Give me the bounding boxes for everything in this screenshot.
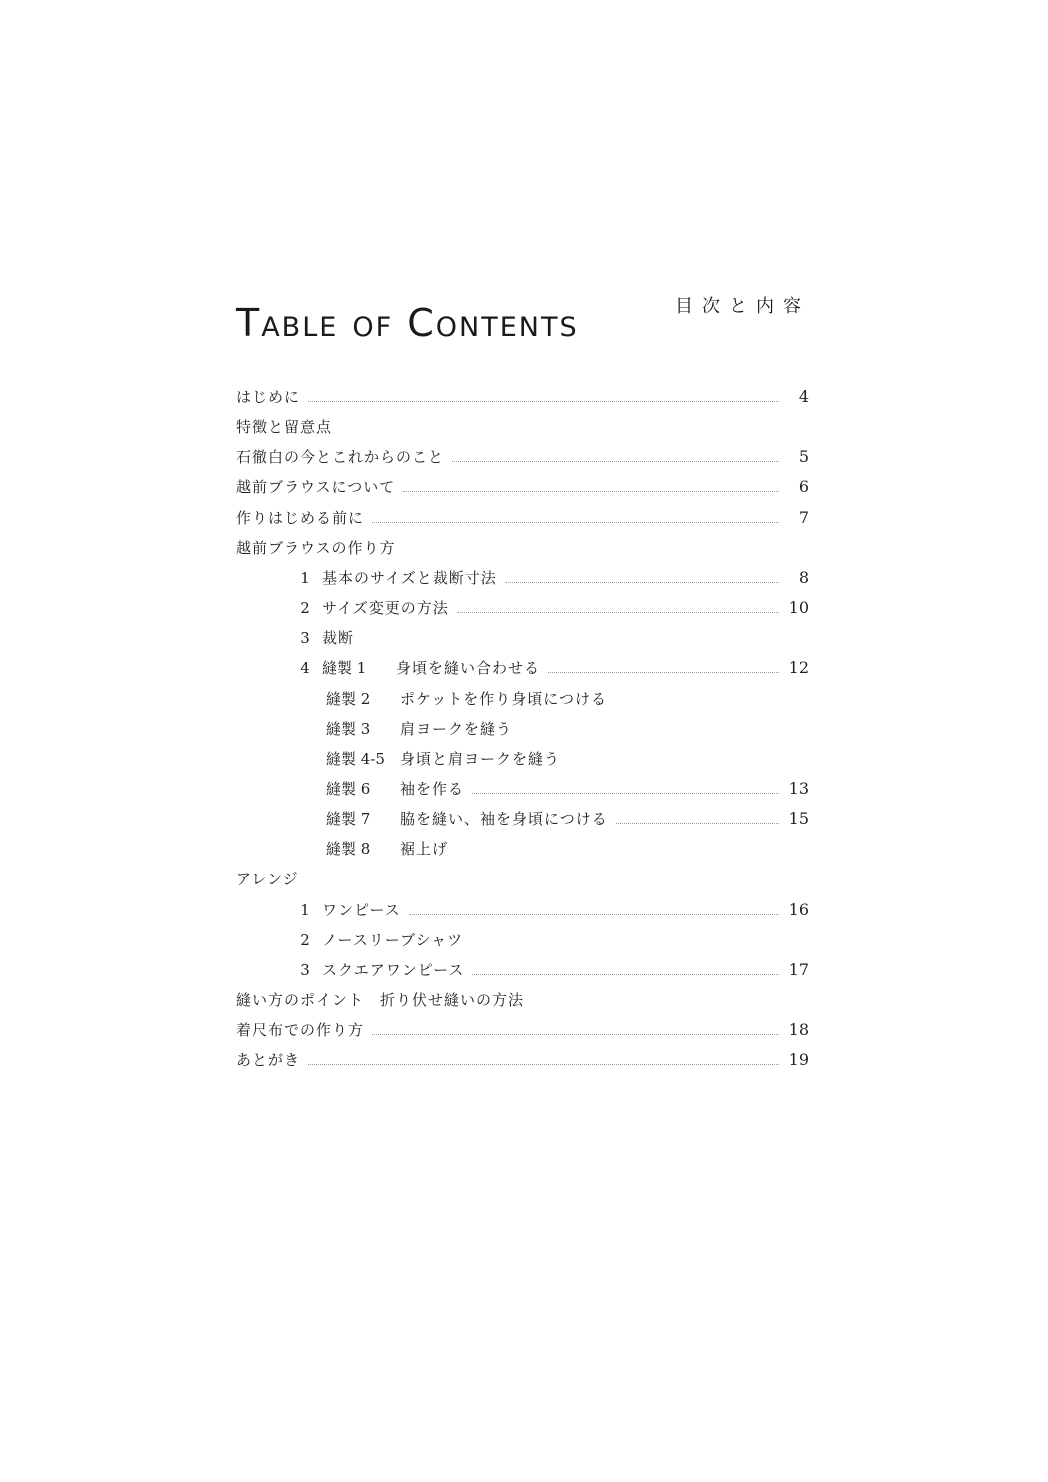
toc-entry-page-number: 6	[798, 477, 809, 496]
toc-entry[interactable]	[296, 656, 809, 680]
toc-entry-label: スクエアワンピース	[322, 961, 465, 979]
toc-entry-label: サイズ変更の方法	[322, 599, 449, 617]
toc-entry[interactable]	[236, 536, 809, 560]
toc-entry-label: 身頃を縫い合わせる	[396, 659, 541, 677]
toc-entry[interactable]	[236, 988, 809, 1012]
toc-entry[interactable]	[326, 807, 809, 831]
toc-entry-label: 越前ブラウスについて	[236, 478, 396, 496]
toc-entry[interactable]	[236, 1048, 809, 1072]
toc-entry-number: 3	[300, 961, 310, 979]
dot-leader	[452, 461, 779, 462]
toc-entry[interactable]	[296, 566, 809, 590]
toc-entry-step: 縫製 2	[326, 690, 371, 708]
toc-entry-step: 縫製 1	[322, 659, 367, 677]
toc-entry[interactable]	[326, 747, 809, 771]
toc-entry-label: あとがき	[236, 1051, 301, 1069]
toc-entry-label: 肩ヨークを縫う	[400, 720, 513, 738]
toc-entry-label: 作りはじめる前に	[236, 509, 365, 527]
toc-entry[interactable]	[326, 687, 809, 711]
toc-entry-page-number: 13	[788, 779, 809, 798]
toc-entry-step: 縫製 8	[326, 840, 371, 858]
toc-entry-step: 縫製 7	[326, 810, 371, 828]
toc-entry-number: 1	[300, 901, 310, 919]
toc-entry-page-number: 15	[788, 809, 809, 828]
toc-entry-label: 越前ブラウスの作り方	[236, 539, 396, 557]
toc-entry-label: 特徴と留意点	[236, 418, 333, 436]
toc-entry-page-number: 19	[788, 1050, 809, 1069]
toc-entry[interactable]	[296, 898, 809, 922]
toc-entry[interactable]	[296, 626, 809, 650]
toc-entry-page-number: 12	[788, 658, 809, 677]
toc-entry-number: 2	[300, 599, 310, 617]
title-japanese: 目次と内容	[675, 296, 810, 317]
toc-entry-label: はじめに	[236, 388, 301, 406]
toc-entry-label: アレンジ	[236, 870, 299, 888]
toc-entry-page-number: 7	[798, 508, 809, 527]
toc-entry-step: 縫製 4-5	[326, 750, 385, 768]
toc-entry-page-number: 18	[788, 1020, 809, 1039]
toc-entry[interactable]	[236, 506, 809, 530]
dot-leader	[372, 1034, 779, 1035]
dot-leader	[409, 914, 779, 915]
toc-entry-label: 袖を作る	[400, 780, 465, 798]
toc-entry[interactable]	[236, 1018, 809, 1042]
toc-entry[interactable]	[326, 837, 809, 861]
toc-entry-page-number: 8	[798, 568, 809, 587]
toc-entry-label: ノースリーブシャツ	[322, 931, 464, 949]
dot-leader	[403, 491, 779, 492]
dot-leader	[616, 823, 779, 824]
toc-entry[interactable]	[236, 867, 809, 891]
toc-entry-page-number: 16	[788, 900, 809, 919]
toc-entry-number: 1	[300, 569, 310, 587]
toc-entry-number: 4	[300, 659, 310, 677]
title-english: Table of Contents	[236, 301, 579, 346]
toc-entry-step: 縫製 6	[326, 780, 371, 798]
dot-leader	[472, 793, 779, 794]
toc-entry[interactable]	[236, 385, 809, 409]
dot-leader	[548, 672, 779, 673]
toc-entry-label: 基本のサイズと裁断寸法	[322, 569, 497, 587]
toc-entry-page-number: 17	[788, 960, 809, 979]
dot-leader	[457, 612, 779, 613]
toc-entry[interactable]	[296, 928, 809, 952]
toc-entry-label: ポケットを作り身頃につける	[400, 690, 607, 708]
toc-entry[interactable]	[296, 596, 809, 620]
toc-entry-label: 脇を縫い、袖を身頃につける	[400, 810, 608, 828]
toc-entry-label: 石徹白の今とこれからのこと	[236, 448, 445, 466]
toc-entry[interactable]	[326, 777, 809, 801]
toc-entry[interactable]	[236, 415, 809, 439]
toc-entry-step: 縫製 3	[326, 720, 371, 738]
toc-entry-number: 2	[300, 931, 310, 949]
toc-entry[interactable]	[326, 717, 809, 741]
toc-entry[interactable]	[236, 445, 809, 469]
toc-entry-label: 裾上げ	[400, 840, 449, 858]
toc-entry-label: 縫い方のポイント 折り伏せ縫いの方法	[236, 991, 525, 1009]
toc-entry-label: 身頃と肩ヨークを縫う	[400, 750, 561, 768]
dot-leader	[308, 401, 779, 402]
toc-entry-label: 着尺布での作り方	[236, 1021, 365, 1039]
toc-entry-label: 裁断	[322, 629, 355, 647]
toc-entry-label: ワンピース	[322, 901, 401, 919]
toc-entry-page-number: 4	[798, 387, 809, 406]
toc-entry-page-number: 5	[798, 447, 809, 466]
toc-entry[interactable]	[236, 475, 809, 499]
toc-entry-page-number: 10	[788, 598, 809, 617]
dot-leader	[472, 974, 779, 975]
toc-entry[interactable]	[296, 958, 809, 982]
dot-leader	[308, 1064, 779, 1065]
dot-leader	[505, 582, 779, 583]
toc-entry-number: 3	[300, 629, 310, 647]
dot-leader	[372, 522, 779, 523]
